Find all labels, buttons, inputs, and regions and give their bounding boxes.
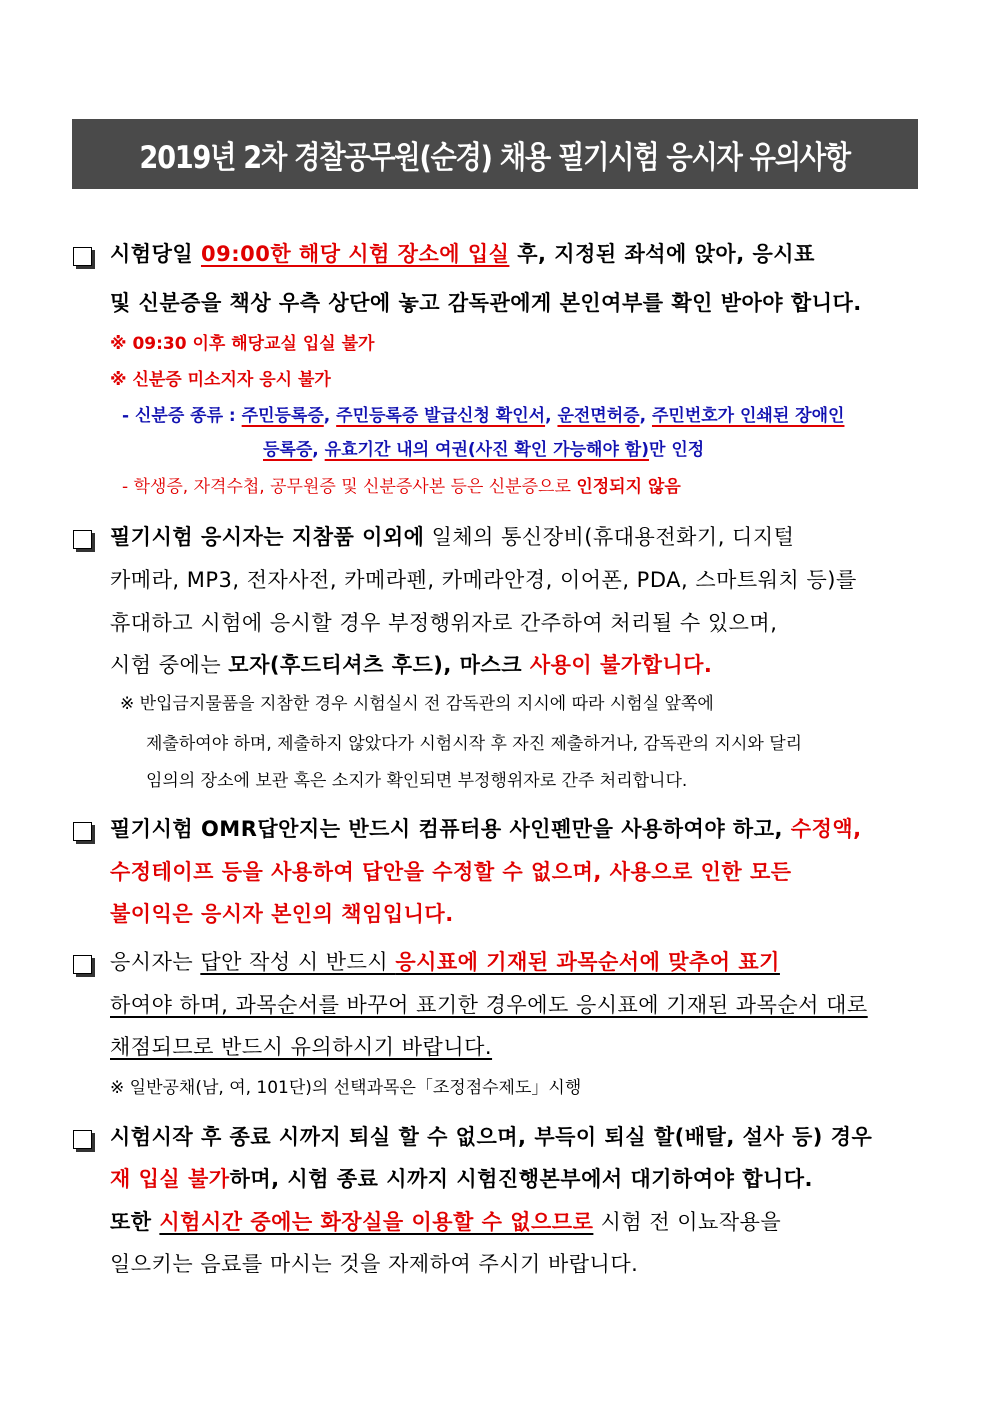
id-types-line-1: - 신분증 종류 : 주민등록증, 주민등록증 발급신청 확인서, 운전면허증, 주민번호가 인쇄된 장애인 [122, 406, 845, 426]
notice-4-line-1: 응시자는 답안 작성 시 반드시 응시표에 기재된 과목순서에 맞추어 표기 [110, 950, 780, 974]
notice-1-line-2: 및 신분증을 책상 우측 상단에 놓고 감독관에게 본인여부를 확인 받아야 합니다. [110, 291, 862, 315]
id-types-line-2: 등록증, 유효기간 내의 여권(사진 확인 가능해야 함)만 인정 [263, 440, 705, 460]
note-prohibited-items-2: 제출하여야 하며, 제출하지 않았다가 시험시작 후 자진 제출하거나, 감독관의 지시와 달리 [146, 734, 803, 754]
notice-5-line-4: 일으키는 음료를 마시는 것을 자제하여 주시기 바랍니다. [110, 1252, 639, 1276]
notice-3-line-1: 필기시험 OMR답안지는 반드시 컴퓨터용 사인펜만을 사용하여야 하고, 수정액, [110, 817, 862, 841]
checkbox-icon [73, 530, 92, 549]
notice-3-line-2: 수정테이프 등을 사용하여 답안을 수정할 수 없으며, 사용으로 인한 모든 [110, 860, 792, 884]
checkbox-icon [73, 247, 92, 266]
note-prohibited-items-1: ※ 반입금지물품을 지참한 경우 시험실시 전 감독관의 지시에 따라 시험실 앞쪽에 [120, 694, 714, 714]
notice-4-line-3: 채점되므로 반드시 유의하시기 바랍니다. [110, 1035, 493, 1059]
page-title-banner [72, 119, 918, 189]
note-late-entry: ※ 09:30 이후 해당교실 입실 불가 [110, 334, 375, 354]
notice-1-line-1: 시험당일 09:00한 해당 시험 장소에 입실 후, 지정된 좌석에 앉아, 응시표 [110, 242, 815, 266]
entry-time-highlight: 09:00한 해당 시험 장소에 입실 [200, 242, 510, 266]
checkbox-icon [73, 822, 92, 841]
note-not-accepted: - 학생증, 자격수첩, 공무원증 및 신분증사본 등은 신분증으로 인정되지 않음 [122, 477, 681, 497]
notice-5-line-3: 또한 시험시간 중에는 화장실을 이용할 수 없으므로 시험 전 이뇨작용을 [110, 1210, 782, 1234]
checkbox-icon [73, 955, 92, 974]
page-title: 2019년 2차 경찰공무원(순경) 채용 필기시험 응시자 유의사항 [139, 139, 851, 176]
notice-5-line-2: 재 입실 불가하며, 시험 종료 시까지 시험진행본부에서 대기하여야 합니다. [110, 1167, 814, 1191]
notice-5-line-1: 시험시작 후 종료 시까지 퇴실 할 수 없으며, 부득이 퇴실 할(배탈, 설사 등) 경우 [110, 1125, 873, 1149]
note-no-id: ※ 신분증 미소지자 응시 불가 [110, 370, 331, 390]
note-score-adjustment: ※ 일반공채(남, 여, 101단)의 선택과목은「조정점수제도」시행 [110, 1078, 582, 1098]
notice-4-line-2: 하여야 하며, 과목순서를 바꾸어 표기한 경우에도 응시표에 기재된 과목순서 대로 [110, 993, 868, 1017]
notice-2-line-1: 필기시험 응시자는 지참품 이외에 일체의 통신장비(휴대용전화기, 디지털 [110, 525, 795, 549]
note-prohibited-items-3: 임의의 장소에 보관 혹은 소지가 확인되면 부정행위자로 간주 처리합니다. [146, 771, 688, 791]
notice-2-line-2: 카메라, MP3, 전자사전, 카메라펜, 카메라안경, 이어폰, PDA, 스마트워치 등)를 [110, 568, 857, 592]
checkbox-icon [73, 1130, 92, 1149]
notice-3-line-3: 불이익은 응시자 본인의 책임입니다. [110, 902, 454, 926]
notice-2-line-3: 휴대하고 시험에 응시할 경우 부정행위자로 간주하여 처리될 수 있으며, [110, 611, 778, 635]
notice-2-line-4: 시험 중에는 모자(후드티셔츠 후드), 마스크 사용이 불가합니다. [110, 653, 713, 677]
